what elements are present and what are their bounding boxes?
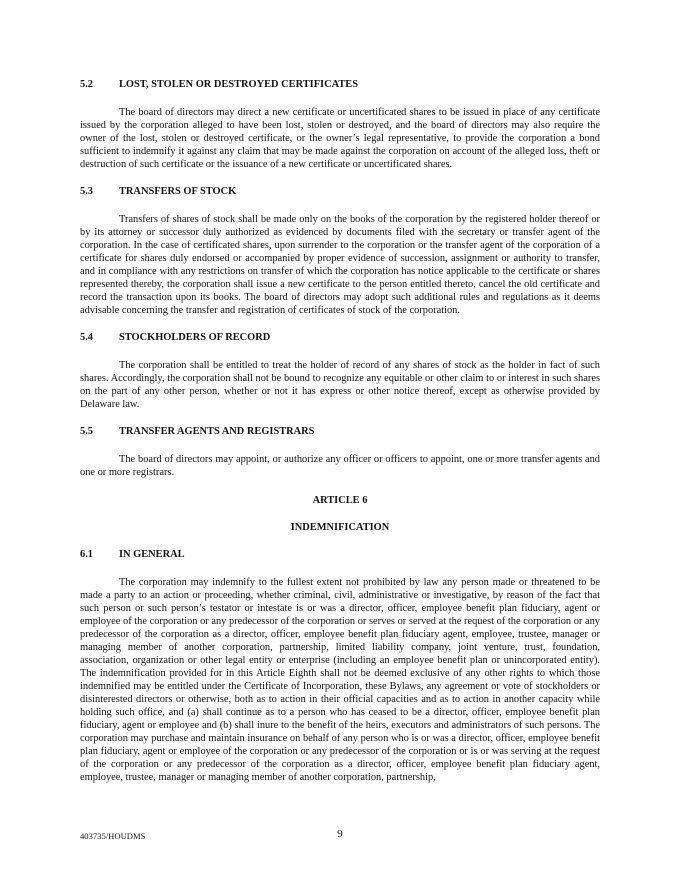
section-body-5-5: The board of directors may appoint, or authorize any officer or officers to appoint, one or more transfer agents and one or more registrars. [80,454,600,478]
article-label: ARTICLE 6 [312,495,368,506]
section-body-5-2: The board of directors may direct a new certificate or uncertificated shares to be issued in place of any certificate issued by the corporation alleged to have been lost, stolen or destroyed, and the board of directors may also require the owner of the lost, stolen or destroyed certificate, or the owner’s legal representative, to provide the corporation a bond sufficient to indemnify it against any claim that may be made against the corporation on account of the alleged loss, theft or destruction of such certificate or the issuance of a new certificate or uncertificated shares. [80,107,600,170]
section-number: 5.2 [80,79,93,90]
section-number: 5.3 [80,186,93,197]
page-content [80,78,600,784]
footer-doc-id: 403735/HOUDMS [80,831,146,841]
section-body-6-1: The corporation may indemnify to the fullest extent not prohibited by law any person made or threatened to be made a party to an action or proceeding, whether criminal, civil, administrative or investigative, by reason of the fact that such person or such person’s testator or intestate is or was a director, officer, employee benefit plan fiduciary, agent or employee of the corporation or any predecessor of the corporation or serves or served at the request of the corporation or any predecessor of the corporation as a director, officer, employee benefit plan fiduciary agent, employee, trustee, manager or managing member of another corporation, partnership, limited liability company, joint venture, trust, foundation, association, organization or other legal entity or enterprise (including an employee benefit plan or unincorporated entity). The indemnification provided for in this Article Eighth shall not be deemed exclusive of any other rights to which those indemnified may be entitled under the Certificate of Incorporation, these Bylaws, any agreement or vote of stockholders or disinterested directors or otherwise, both as to action in their official capacities and as to action in another capacity while holding such office, and (a) shall continue as to a person who has ceased to be a director, officer, employee benefit plan fiduciary, agent or employee and (b) shall inure to the benefit of the heirs, executors and administrators of such persons. The corporation may purchase and maintain insurance on behalf of any person who is or was a director, officer, employee benefit plan fiduciary, agent or employee of the corporation or any predecessor of the corporation or is or was serving at the request of the corporation or any predecessor of the corporation as a director, officer, employee benefit plan fiduciary agent, employee, trustee, manager or managing member of another corporation, partnership, [80,577,600,783]
section-number: 6.1 [80,549,93,560]
article-title: INDEMNIFICATION [290,522,390,533]
section-title: LOST, STOLEN OR DESTROYED CERTIFICATES [119,79,358,90]
section-heading-6-1 [80,548,600,561]
page-number: 9 [337,828,343,840]
section-title: STOCKHOLDERS OF RECORD [119,332,271,343]
section-title: IN GENERAL [119,549,185,560]
section-number: 5.5 [80,426,93,437]
section-title: TRANSFER AGENTS AND REGISTRARS [119,426,315,437]
section-heading-5-3 [80,185,600,198]
section-body-5-4: The corporation shall be entitled to treat the holder of record of any shares of stock as the holder in fact of such shares. Accordingly, the corporation shall not be bound to recognize any equitable or other claim to or interest in such shares on the part of any other person, whether or not it has express or other notice thereof, except as otherwise provided by Delaware law. [80,360,600,410]
section-body-5-3: Transfers of shares of stock shall be made only on the books of the corporation by the registered holder thereof or by its attorney or successor duly authorized as evidenced by documents filed with the secretary or transfer agent of the corporation. In the case of certificated shares, upon surrender to the corporation or the transfer agent of the corporation of a certificate for shares duly endorsed or accompanied by proper evidence of succession, assignment or authority to transfer, and in compliance with any restrictions on transfer of which the corporation has notice applicable to the certificate or shares represented thereby, the corporation shall issue a new certificate to the person entitled thereto, cancel the old certificate and record the transaction upon its books. The board of directors may adopt such additional rules and regulations as it deems advisable concerning the transfer and registration of certificates of stock of the corporation. [80,214,600,316]
section-number: 5.4 [80,332,93,343]
section-title: TRANSFERS OF STOCK [119,186,237,197]
section-heading-5-2 [80,78,600,91]
section-heading-5-5 [80,425,600,438]
section-heading-5-4 [80,331,600,344]
